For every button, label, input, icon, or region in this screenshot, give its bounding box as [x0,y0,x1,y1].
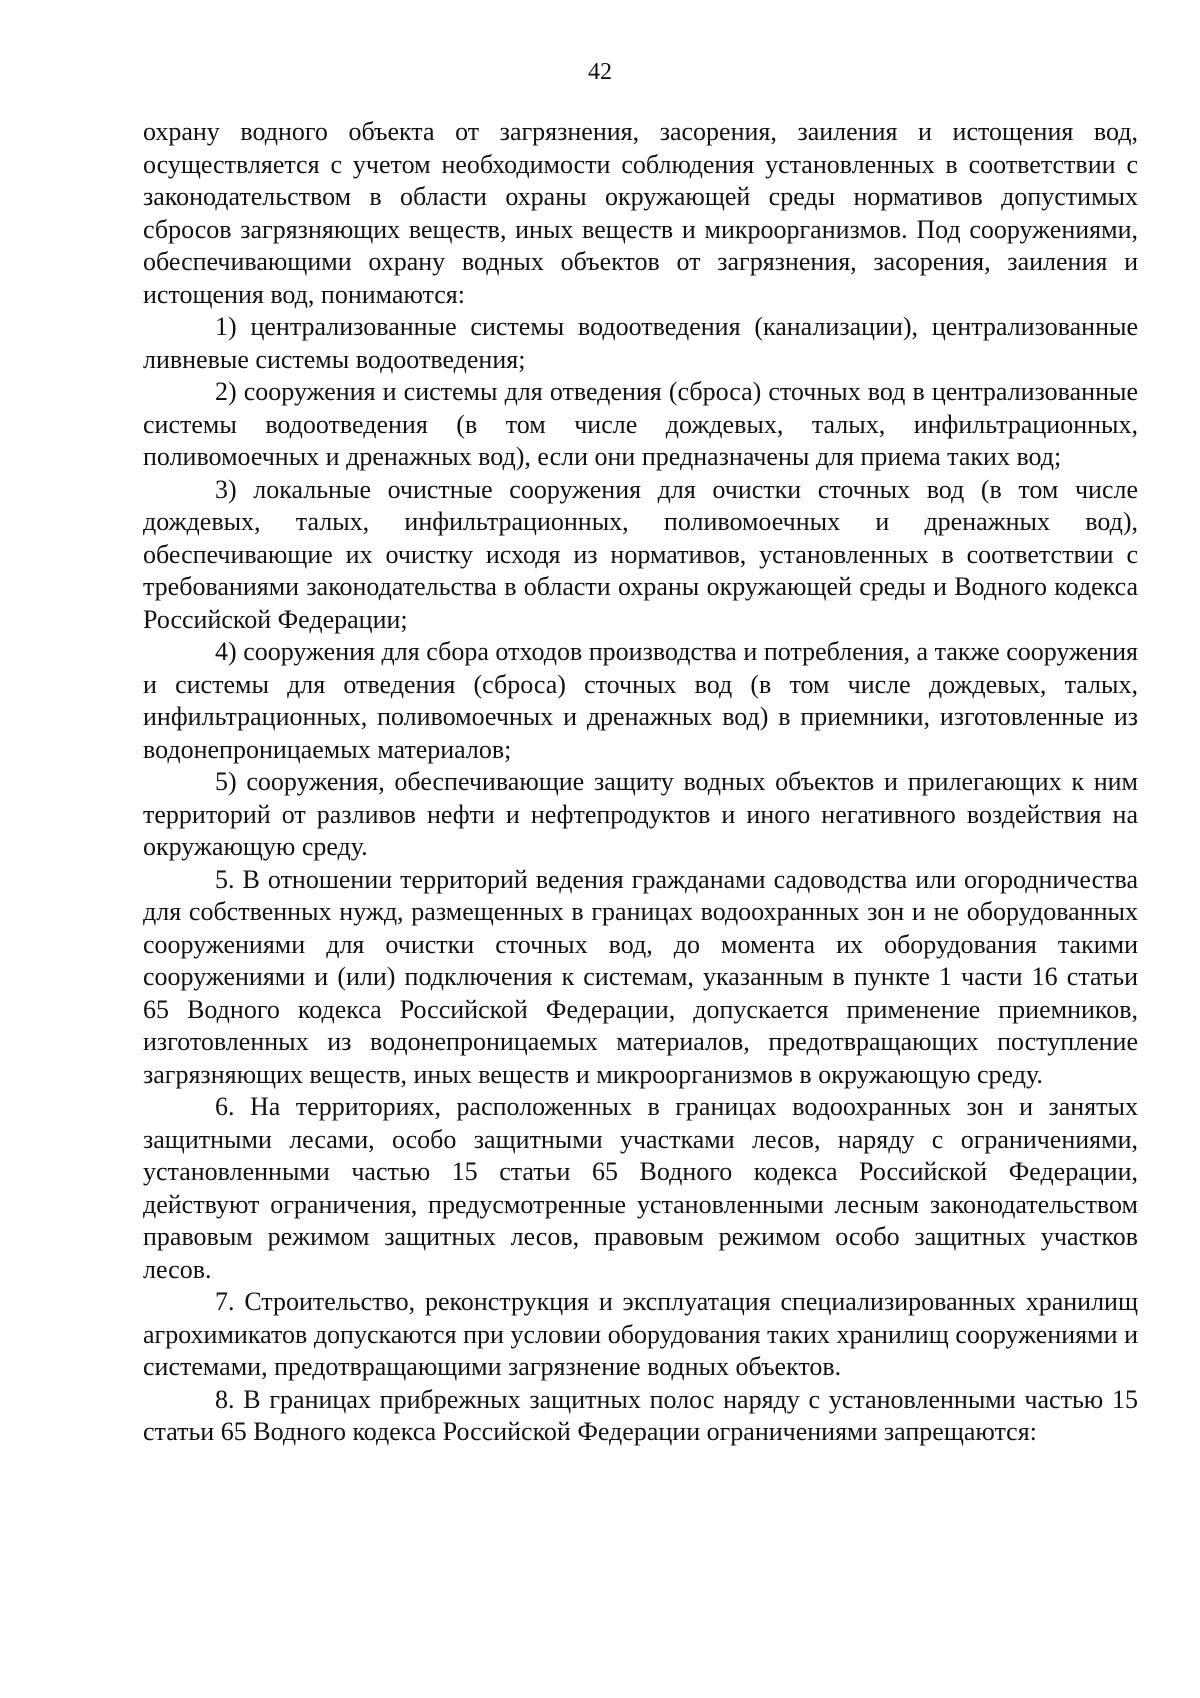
paragraph-clause-8: 8. В границах прибрежных защитных полос наряду с установленными частью 15 статьи 65 Водного кодекса Российской Федерации ограничениями запрещаются: [143,1384,1138,1446]
paragraph-intro-continuation: охрану водного объекта от загрязнения, засорения, заиления и истощения вод, осуществляется с учетом необходимости соблюдения установленных в соответствии с законодательством в области охраны окружающей среды нормативов допустимых сбросов загрязняющих веществ, иных веществ и микроорганизмов. Под сооружениями, обеспечивающими охрану водных объектов от загрязнения, засорения, заиления и истощения вод, понимаются: [143,117,1138,309]
page-number: 42 [588,59,612,85]
paragraph-item-2: 2) сооружения и системы для отведения (сброса) сточных вод в централизованные системы водоотведения (в том числе дождевых, талых, инфильтрационных, поливомоечных и дренажных вод), если они предназначены для приема таких вод; [143,377,1138,471]
paragraph-item-4: 4) сооружения для сбора отходов производства и потребления, а также сооружения и системы для отведения (сброса) сточных вод (в том числе дождевых, талых, инфильтрационных, поливомоечных и дренажных вод) в приемники, изготовленные из водонепроницаемых материалов; [143,637,1138,764]
paragraph-item-3: 3) локальные очистные сооружения для очистки сточных вод (в том числе дождевых, талых, инфильтрационных, поливомоечных и дренажных вод), обеспечивающие их очистку исходя из нормативов, установленных в соответствии с требованиями законодательства в области охраны окружающей среды и Водного кодекса Российской Федерации; [143,474,1138,634]
paragraph-item-5: 5) сооружения, обеспечивающие защиту водных объектов и прилегающих к ним территорий от разливов нефти и нефтепродуктов и иного негативного воздействия на окружающую среду. [143,767,1138,861]
document-body [143,116,1138,1449]
paragraph-item-1: 1) централизованные системы водоотведения (канализации), централизованные ливневые системы водоотведения; [143,312,1138,374]
paragraph-clause-6: 6. На территориях, расположенных в границах водоохранных зон и занятых защитными лесами, особо защитными участками лесов, наряду с ограничениями, установленными частью 15 статьи 65 Водного кодекса Российской Федерации, действуют ограничения, предусмотренные установленными лесным законодательством правовым режимом защитных лесов, правовым режимом особо защитных участков лесов. [143,1092,1138,1284]
paragraph-clause-7: 7. Строительство, реконструкция и эксплуатация специализированных хранилищ агрохимикатов допускаются при условии оборудования таких хранилищ сооружениями и системами, предотвращающими загрязнение водных объектов. [143,1287,1138,1381]
paragraph-clause-5: 5. В отношении территорий ведения гражданами садоводства или огородничества для собственных нужд, размещенных в границах водоохранных зон и не оборудованных сооружениями для очистки сточных вод, до момента их оборудования такими сооружениями и (или) подключения к системам, указанным в пункте 1 части 16 статьи 65 Водного кодекса Российской Федерации, допускается применение приемников, изготовленных из водонепроницаемых материалов, предотвращающих поступление загрязняющих веществ, иных веществ и микроорганизмов в окружающую среду. [143,864,1138,1089]
